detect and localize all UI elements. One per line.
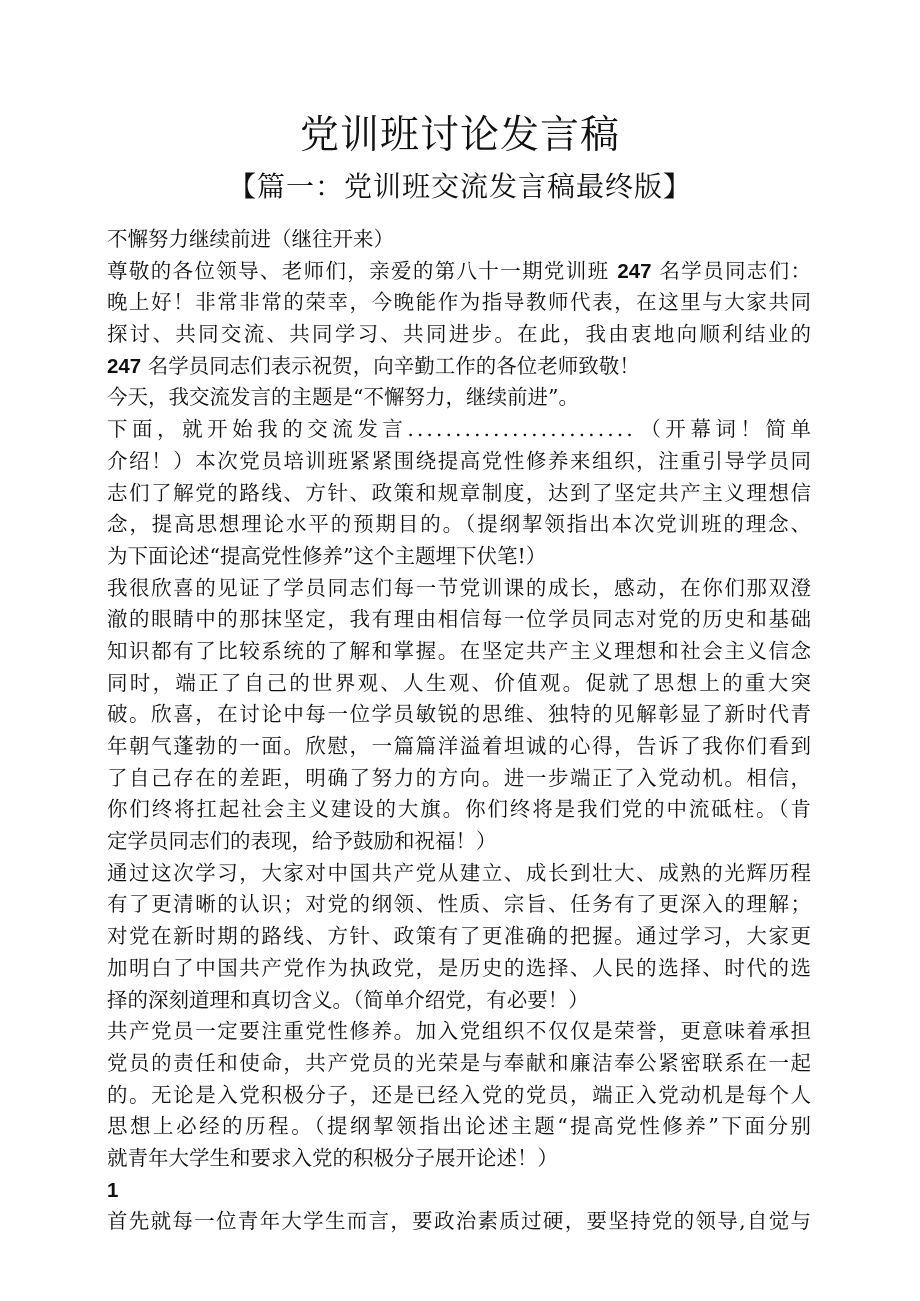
text-run: 定学员同志们的表现，给予鼓励和祝福！） (107, 829, 497, 854)
text-run: 通过这次学习，大家对中国共产党从建立、成长到壮大、成熟的光辉历程 (107, 860, 811, 885)
text-run: 名学员同志们表示祝贺，向辛勤工作的各位老师致敬！ (141, 353, 640, 378)
text-run: 尊敬的各位领导、老师们，亲爱的第八十一期党训班 (107, 258, 618, 283)
text-run: ........................ (407, 417, 636, 442)
text-line (107, 446, 811, 478)
text-run: 党员的责任和使命，共产党员的光荣是与奉献和廉洁奉公紧密联系在一起 (107, 1050, 811, 1075)
text-run: 思想上必经的历程。（提纲挈领指出论述主题“提高党性修养”下面分别 (107, 1114, 811, 1139)
text-line (107, 256, 811, 288)
text-line (107, 858, 811, 890)
text-run: 了自己存在的差距，明确了努力的方向。进一步端正了入党动机。相信， (107, 765, 811, 790)
text-run: 加明白了中国共产党作为执政党，是历史的选择、人民的选择、时代的选 (107, 955, 811, 980)
text-run: 共产党员一定要注重党性修养。加入党组织不仅仅是荣誉，更意味着承担 (107, 1019, 811, 1044)
text-line (107, 351, 811, 383)
text-run: 晚上好！非常非常的荣幸，今晚能作为指导教师代表，在这里与大家共同 (107, 290, 811, 315)
text-run: 年朝气蓬勃的一面。欣慰，一篇篇洋溢着坦诚的心得，告诉了我你们看到 (107, 734, 811, 758)
number-text: 247 (617, 259, 652, 283)
text-line (107, 763, 811, 795)
document-body (107, 224, 811, 1238)
text-line (107, 1048, 811, 1080)
text-line (107, 668, 811, 700)
text-run: 破。欣喜，在讨论中每一位学员敏锐的思维、独特的见解彰显了新时代青 (107, 702, 811, 727)
text-line (107, 1206, 811, 1238)
text-line (107, 1143, 811, 1175)
text-line (107, 319, 811, 351)
text-line (107, 953, 811, 985)
text-line (107, 1175, 811, 1207)
text-line (107, 921, 811, 953)
text-run: 为下面论述“提高党性修养”这个主题埋下伏笔!） (107, 543, 547, 568)
text-line (107, 509, 811, 541)
text-line (107, 826, 811, 858)
text-line (107, 382, 811, 414)
text-line (107, 541, 811, 573)
text-run: 今天，我交流发言的主题是“不懈努力，继续前进”。 (107, 385, 579, 410)
text-line (107, 636, 811, 668)
text-line (107, 604, 811, 636)
text-run: 择的深刻道理和真切含义。（简单介绍党，有必要！） (107, 987, 589, 1012)
text-line (107, 794, 811, 826)
text-line (107, 478, 811, 510)
text-line (107, 573, 811, 605)
document-title: 党训班讨论发言稿 (299, 113, 620, 158)
text-run: 澈的眼睛中的那抹坚定，我有理由相信每一位学员同志对党的历史和基础 (107, 607, 811, 632)
text-line (107, 985, 811, 1017)
text-line (107, 287, 811, 319)
text-line (107, 414, 811, 446)
text-line (107, 1111, 811, 1143)
text-line (107, 731, 811, 763)
text-run: 介绍！）本次党员培训班紧紧围绕提高党性修养来组织，注重引导学员同 (107, 448, 811, 473)
text-run: （开幕词！简单 (635, 417, 811, 442)
text-run: 同时，端正了自己的世界观、人生观、价值观。促就了思想上的重大突 (107, 670, 811, 695)
text-run: 念，提高思想理论水平的预期目的。（提纲挈领指出本次党训班的理念、 (107, 512, 811, 537)
text-run: 我很欣喜的见证了学员同志们每一节党训课的成长，感动，在你们那双澄 (107, 575, 811, 600)
number-text: 247 (107, 354, 142, 378)
text-run: 名学员同志们： (651, 258, 811, 283)
text-run: 的。无论是入党积极分子，还是已经入党的党员，端正入党动机是每个人 (107, 1082, 811, 1107)
text-line (107, 224, 811, 256)
text-line (107, 889, 811, 921)
text-run: 对党在新时期的路线、方针、政策有了更准确的把握。通过学习，大家更 (107, 924, 811, 949)
text-run: 有了更清晰的认识；对党的纲领、性质、宗旨、任务有了更深入的理解； (107, 892, 811, 917)
text-run: 志们了解党的路线、方针、政策和规章制度，达到了坚定共产主义理想信 (107, 480, 811, 505)
text-line (107, 1016, 811, 1048)
text-run: 就青年大学生和要求入党的积极分子展开论述！） (107, 1145, 558, 1170)
text-line (107, 699, 811, 731)
text-run: 不懈努力继续前进（继往开来） (107, 227, 394, 251)
number-text: 1 (107, 1178, 119, 1202)
text-run: 你们终将扛起社会主义建设的大旗。你们终将是我们党的中流砥柱。（肯 (107, 797, 811, 822)
text-run: 探讨、共同交流、共同学习、共同进步。在此，我由衷地向顺利结业的 (107, 322, 811, 347)
text-run: 下面，就开始我的交流发言 (107, 417, 408, 442)
text-line (107, 1080, 811, 1112)
document-subtitle: 【篇一：党训班交流发言稿最终版】 (227, 170, 692, 203)
text-run: 首先就每一位青年大学生而言，要政治素质过硬，要坚持党的领导,自觉与 (107, 1209, 811, 1234)
text-run: 知识都有了比较系统的了解和掌握。在坚定共产主义理想和社会主义信念 (107, 638, 811, 663)
